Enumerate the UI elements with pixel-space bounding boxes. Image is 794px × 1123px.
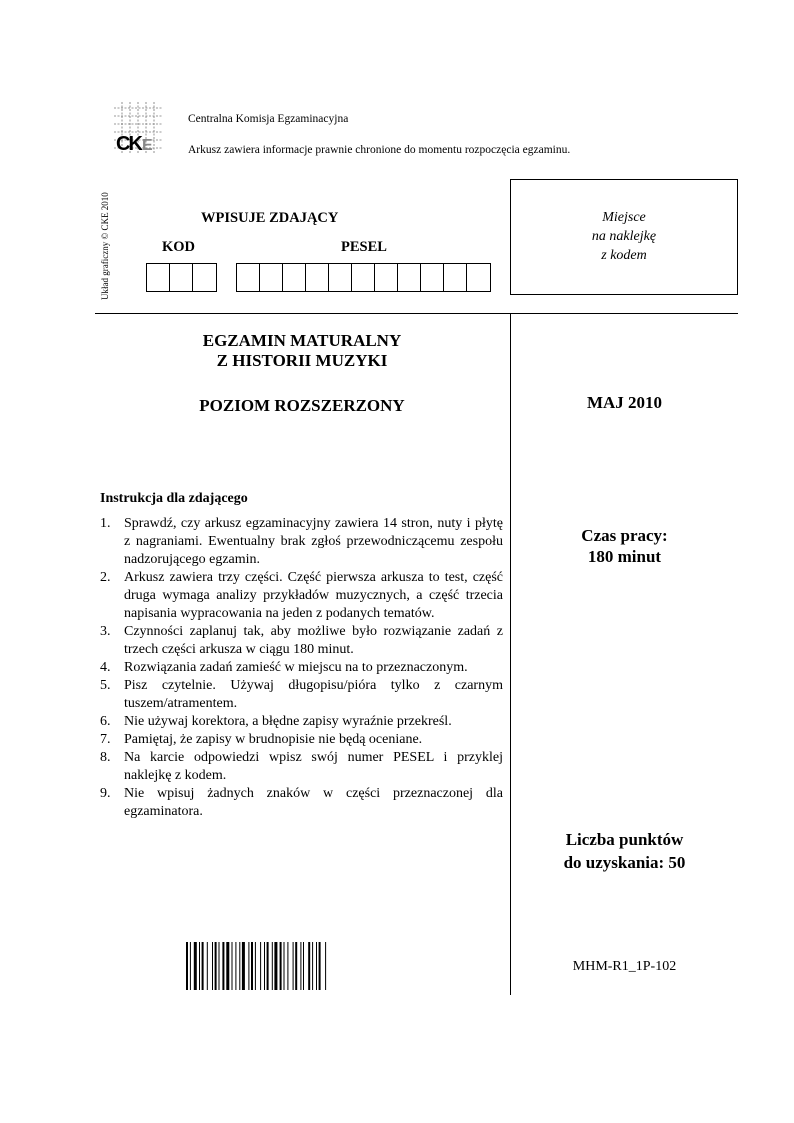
- barcode-bar: [186, 942, 188, 990]
- sticker-text-line: na naklejkę: [591, 229, 657, 244]
- item-text: Arkusz zawiera trzy części. Część pierwsza arkusza to test, część druga wymaga analizy przykładów muzycznych, a część trzecia napisania wypracowania na jeden z podanych tematów.: [124, 570, 503, 621]
- barcode-bar: [248, 942, 249, 990]
- barcode-bar: [308, 942, 310, 990]
- barcode-bar: [215, 942, 217, 990]
- barcode-bar: [303, 942, 304, 990]
- barcode-bar: [272, 942, 273, 990]
- time-value: 180 minut: [587, 547, 662, 566]
- kod-label: KOD: [162, 239, 196, 255]
- list-item: [100, 749, 503, 785]
- barcode-bar: [300, 942, 301, 990]
- item-text: Rozwiązania zadań zamieść w miejscu na to przeznaczonym.: [124, 660, 468, 675]
- exam-title-line2: Z HISTORII MUZYKI: [216, 351, 388, 370]
- item-number: 3.: [100, 624, 111, 639]
- list-item: [100, 659, 503, 677]
- candidate-heading: WPISUJE ZDAJĄCY: [201, 210, 339, 226]
- barcode-bar: [312, 942, 313, 990]
- item-text: Czynności zaplanuj tak, aby możliwe było rozwiązanie zadań z trzech części arkusza w ciągu 180 minut.: [124, 624, 503, 657]
- barcode-bar: [235, 942, 236, 990]
- item-text: Nie używaj korektora, a błędne zapisy wyraźnie przekreśl.: [124, 714, 452, 729]
- confidentiality-notice: Arkusz zawiera informacje prawnie chronione do momentu rozpoczęcia egzaminu.: [188, 144, 571, 156]
- kod-cell[interactable]: [170, 264, 193, 291]
- item-number: 9.: [100, 786, 111, 801]
- barcode-bar: [284, 942, 285, 990]
- barcode-bar: [222, 942, 224, 990]
- pesel-cell[interactable]: [467, 264, 490, 291]
- barcode-bar: [232, 942, 233, 990]
- pesel-cell[interactable]: [398, 264, 421, 291]
- organization-name: Centralna Komisja Egzaminacyjna: [188, 113, 349, 125]
- kod-cell[interactable]: [147, 264, 170, 291]
- list-item: [100, 713, 503, 731]
- graphic-layout-note: Układ graficzny © CKE 2010: [100, 192, 110, 300]
- item-text: Na karcie odpowiedzi wpisz swój numer PESEL i przyklej naklejkę z kodem.: [124, 750, 503, 783]
- barcode-bar: [242, 942, 245, 990]
- svg-text:CK: CK: [116, 133, 141, 155]
- list-item: [100, 731, 503, 749]
- sticker-text-line: Miejsce: [602, 210, 646, 225]
- pesel-cell[interactable]: [237, 264, 260, 291]
- barcode-bar: [199, 942, 200, 990]
- instructions-list: [100, 515, 503, 821]
- kod-cell[interactable]: [193, 264, 216, 291]
- pesel-cell[interactable]: [375, 264, 398, 291]
- horizontal-divider: [95, 313, 738, 314]
- item-number: 1.: [100, 516, 111, 531]
- barcode-bar: [190, 942, 191, 990]
- item-text: Nie wpisuj żadnych znaków w części przeznaczonej dla egzaminatora.: [124, 786, 503, 819]
- item-number: 4.: [100, 660, 111, 675]
- barcode-bar: [325, 942, 326, 990]
- barcode-bar: [251, 942, 253, 990]
- list-item: [100, 785, 503, 821]
- barcode: [186, 942, 418, 990]
- barcode-bar: [293, 942, 294, 990]
- item-number: 7.: [100, 732, 111, 747]
- list-item: [100, 677, 503, 713]
- barcode-bar: [194, 942, 197, 990]
- item-number: 2.: [100, 570, 111, 585]
- barcode-bar: [219, 942, 220, 990]
- barcode-bar: [295, 942, 297, 990]
- cke-logo: [112, 100, 164, 156]
- kod-boxes[interactable]: [146, 263, 217, 292]
- pesel-label: PESEL: [341, 239, 387, 255]
- points-value: do uzyskania: 50: [563, 853, 686, 872]
- barcode-bar: [319, 942, 321, 990]
- barcode-bar: [280, 942, 282, 990]
- exam-level: POZIOM ROZSZERZONY: [199, 396, 405, 415]
- barcode-bar: [287, 942, 288, 990]
- item-number: 6.: [100, 714, 111, 729]
- pesel-cell[interactable]: [283, 264, 306, 291]
- pesel-cell[interactable]: [260, 264, 283, 291]
- barcode-bar: [255, 942, 256, 990]
- list-item: [100, 515, 503, 569]
- barcode-bar: [212, 942, 213, 990]
- pesel-cell[interactable]: [329, 264, 352, 291]
- barcode-bar: [239, 942, 240, 990]
- item-number: 8.: [100, 750, 111, 765]
- barcode-bar: [202, 942, 204, 990]
- exam-session: MAJ 2010: [586, 393, 663, 412]
- list-item: [100, 623, 503, 659]
- barcode-bar: [260, 942, 261, 990]
- instructions-title: Instrukcja dla zdającego: [100, 491, 248, 506]
- exam-code: MHM-R1_1P-102: [572, 959, 677, 974]
- pesel-cell[interactable]: [444, 264, 467, 291]
- pesel-cell[interactable]: [352, 264, 375, 291]
- sticker-box: [510, 179, 738, 295]
- barcode-bar: [207, 942, 208, 990]
- barcode-bar: [274, 942, 277, 990]
- item-text: Pamiętaj, że zapisy w brudnopisie nie będą oceniane.: [124, 732, 423, 747]
- barcode-bar: [264, 942, 265, 990]
- sticker-text-line: z kodem: [601, 248, 647, 263]
- exam-title-line1: EGZAMIN MATURALNY: [202, 331, 402, 350]
- pesel-cell[interactable]: [306, 264, 329, 291]
- barcode-bar: [316, 942, 317, 990]
- list-item: [100, 569, 503, 623]
- vertical-divider: [510, 313, 511, 995]
- item-text: Pisz czytelnie. Używaj długopisu/pióra tylko z czarnym tuszem/atramentem.: [124, 678, 503, 711]
- time-label: Czas pracy:: [581, 526, 668, 545]
- pesel-cell[interactable]: [421, 264, 444, 291]
- barcode-bar: [226, 942, 229, 990]
- pesel-boxes[interactable]: [236, 263, 491, 292]
- points-label: Liczba punktów: [565, 830, 684, 849]
- svg-text:E: E: [142, 137, 153, 154]
- barcode-bar: [267, 942, 269, 990]
- item-text: Sprawdź, czy arkusz egzaminacyjny zawiera 14 stron, nuty i płytę z nagraniami. Ewentualny brak zgłoś przewodniczącemu zespołu nadzorującego egzamin.: [124, 516, 503, 567]
- item-number: 5.: [100, 678, 111, 693]
